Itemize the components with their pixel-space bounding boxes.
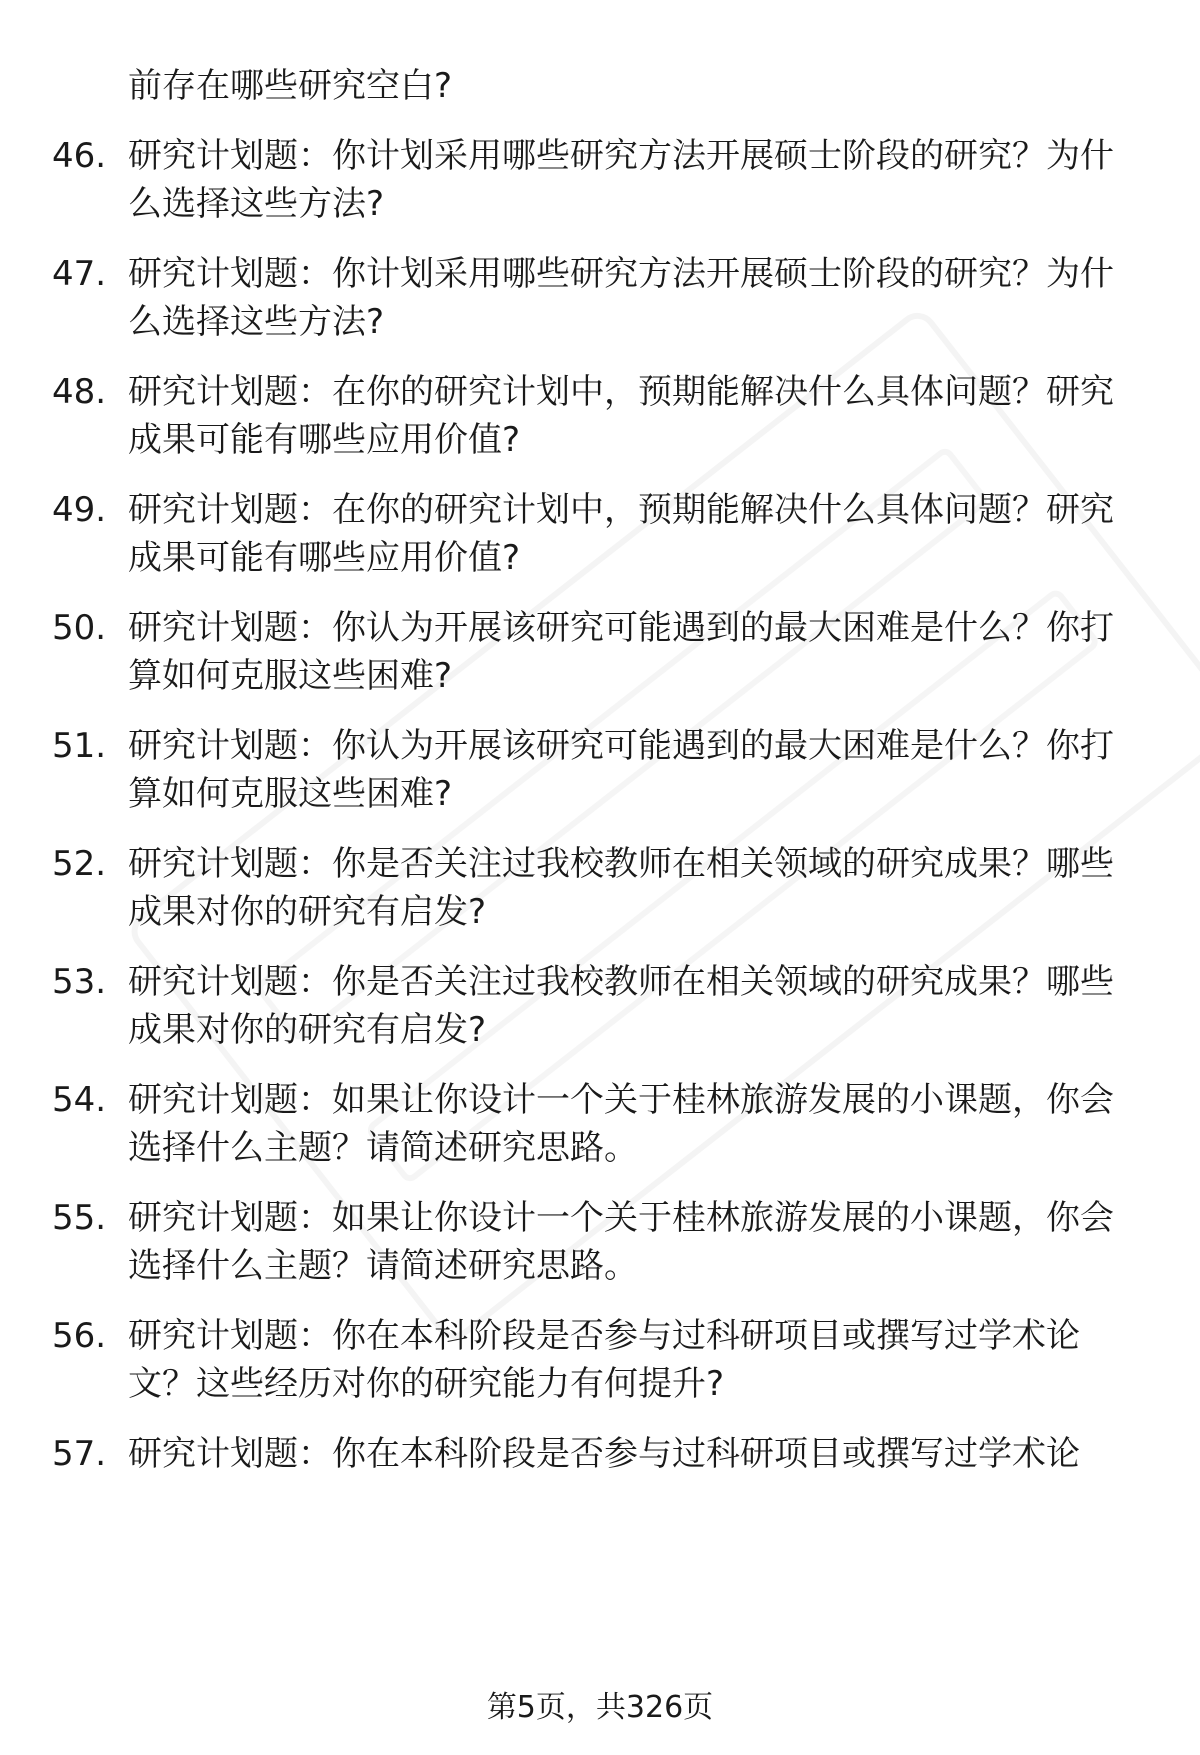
item-text: 研究计划题：你是否关注过我校教师在相关领域的研究成果？哪些成果对你的研究有启发?	[128, 844, 1114, 932]
list-item	[0, 840, 1200, 936]
item-text: 研究计划题：你认为开展该研究可能遇到的最大困难是什么？你打算如何克服这些困难?	[128, 726, 1114, 814]
item-text: 研究计划题：你在本科阶段是否参与过科研项目或撰写过学术论文？这些经历对你的研究能力有何提升?	[128, 1316, 1080, 1404]
list-item	[0, 1430, 1200, 1526]
list-item	[0, 1076, 1200, 1172]
item-number: 55.	[52, 1198, 107, 1238]
item-text: 研究计划题：你在本科阶段是否参与过科研项目或撰写过学术论	[128, 1434, 1080, 1474]
item-text: 研究计划题：如果让你设计一个关于桂林旅游发展的小课题，你会选择什么主题？请简述研究思路。	[128, 1198, 1114, 1286]
item-number: 50.	[52, 608, 107, 648]
item-number: 47.	[52, 254, 107, 294]
item-text: 研究计划题：你计划采用哪些研究方法开展硕士阶段的研究？为什么选择这些方法?	[128, 136, 1114, 224]
list-item	[0, 722, 1200, 818]
item-number: 48.	[52, 372, 107, 412]
item-number: 57.	[52, 1434, 107, 1474]
list-item	[0, 1194, 1200, 1290]
list-item	[0, 368, 1200, 464]
continuation-text: 前存在哪些研究空白?	[128, 66, 453, 106]
list-item	[0, 604, 1200, 700]
item-number: 52.	[52, 844, 107, 884]
item-number: 54.	[52, 1080, 107, 1120]
item-text: 研究计划题：在你的研究计划中，预期能解决什么具体问题？研究成果可能有哪些应用价值?	[128, 372, 1114, 460]
list-item	[0, 1312, 1200, 1408]
item-number: 49.	[52, 490, 107, 530]
item-number: 46.	[52, 136, 107, 176]
list-item	[0, 958, 1200, 1054]
list-item	[0, 250, 1200, 346]
item-number: 56.	[52, 1316, 107, 1356]
item-text: 研究计划题：你计划采用哪些研究方法开展硕士阶段的研究？为什么选择这些方法?	[128, 254, 1114, 342]
list-item	[0, 486, 1200, 582]
item-number: 53.	[52, 962, 107, 1002]
item-text: 研究计划题：你认为开展该研究可能遇到的最大困难是什么？你打算如何克服这些困难?	[128, 608, 1114, 696]
page-footer: 第5页，共326页	[486, 1690, 714, 1725]
list-item	[0, 132, 1200, 228]
item-text: 研究计划题：你是否关注过我校教师在相关领域的研究成果？哪些成果对你的研究有启发?	[128, 962, 1114, 1050]
item-text: 研究计划题：在你的研究计划中，预期能解决什么具体问题？研究成果可能有哪些应用价值?	[128, 490, 1114, 578]
item-text: 研究计划题：如果让你设计一个关于桂林旅游发展的小课题，你会选择什么主题？请简述研究思路。	[128, 1080, 1114, 1168]
item-number: 51.	[52, 726, 107, 766]
